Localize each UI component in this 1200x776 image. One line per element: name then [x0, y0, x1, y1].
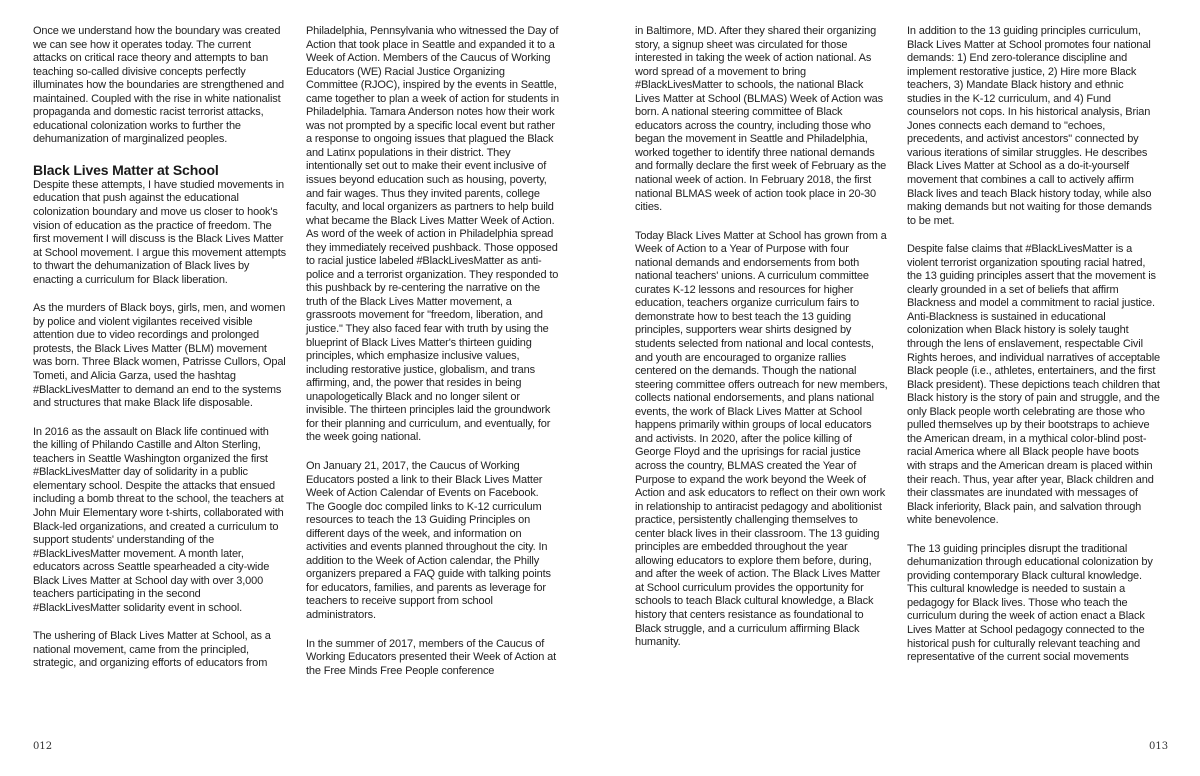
paragraph: Despite false claims that #BlackLivesMatter is a violent terrorist organization spouting racial hatred, the 13 guiding principles assert that the movement is clearly grounded in a set of beliefs that affirm Blackness and model a commitment to racial justice. Anti-Blackness is sustained in educational colonization when Black history is solely taught through the lens of enslavement, respectable Civil Rights heroes, and individual narratives of acceptable Black people (i.e., athletes, entertainers, and the first Black president). These depictions teach children that Black history is the story of pain and struggle, and the only Black people worth celebrating are those who pulled themselves up by their bootstraps to achieve the American dream, in a mythical color-blind post-racial America where all Black people have boots with straps and the American dream is placed within their reach. Thus, year after year, Black children and their classmates are inundated with messages of Black inferiority, Black pain, and salvation through white benevolence. — [907, 243, 1160, 527]
column-4 — [907, 25, 1160, 665]
paragraph: Despite these attempts, I have studied movements in education that push against the educational colonization boundary and move us closer to hook's vision of education as the practice of freedom. The first movement I will discuss is the Black Lives Matter at School movement. I argue this movement attempts to thwart the dehumanization of Black lives by enacting a curriculum for Black liberation. — [33, 178, 286, 286]
section-heading: Black Lives Matter at School — [33, 161, 219, 178]
paragraph: In addition to the 13 guiding principles curriculum, Black Lives Matter at School promotes four national demands: 1) End zero-tolerance discipline and implement restorative justice, 2) Hire more Black teachers, 3) Mandate Black history and ethnic studies in the K-12 curriculum, and 4) Fund counselors not cops. In his historical analysis, Brian Jones connects each demand to "echoes, precedents, and activist ancestors" connected by various iterations of similar struggles. He describes Black Lives Matter at School as a do-it-yourself movement that combines a call to actively affirm Black lives and teach Black history today, while also making demands but not waiting for those demands to be met. — [907, 25, 1152, 227]
paragraph: On January 21, 2017, the Caucus of Working Educators posted a link to their Black Lives Matter Week of Action Calendar of Events on Facebook. The Google doc compiled links to K-12 curriculum resources to teach the 13 Guiding Principles on different days of the week, and information on activities and events planned throughout the city. In addition to the Week of Action calendar, the Philly organizers prepared a FAQ guide with talking points for educators, families, and parents as leverage for teachers to receive support from school administrators. — [306, 459, 551, 621]
column-3 — [635, 25, 888, 650]
column-1 — [33, 25, 286, 671]
paragraph: In 2016 as the assault on Black life continued with the killing of Philando Castille and Alton Sterling, teachers in Seattle Washington organized the first #BlackLivesMatter day of solidarity in a public elementary school. Despite the attacks that ensued including a bomb threat to the school, the teachers at John Muir Elementary wore t-shirts, collaborated with Black-led organizations, and created a curriculum to support students' understanding of the #BlackLivesMatter movement. A month later, educators across Seattle spearheaded a city-wide Black Lives Matter at School day with over 3,000 teachers participating in the second #BlackLivesMatter solidarity event in school. — [33, 425, 284, 614]
paragraph: The ushering of Black Lives Matter at School, as a national movement, came from the principled, strategic, and organizing efforts of educators from — [33, 630, 271, 670]
paragraph: As the murders of Black boys, girls, men, and women by police and violent vigilantes received visible attention due to video recordings and prolonged protests, the Black Lives Matter (BLM) movement was born. Three Black women, Patrisse Cullors, Opal Tometi, and Alicia Garza, used the hashtag #BlackLivesMatter to demand an end to the systems and structures that make Black life disposable. — [33, 302, 286, 410]
paragraph: Philadelphia, Pennsylvania who witnessed the Day of Action that took place in Seattle and expanded it to a Week of Action. Members of the Caucus of Working Educators (WE) Racial Justice Organizing Committee (RJOC), inspired by the events in Seattle, came together to plan a week of action for students in Philadelphia. Tamara Anderson notes how their work was not prompted by a specific local event but rather a response to ongoing issues that plagued the Black and Latinx populations in their district. They intentionally set out to make their event inclusive of issues beyond education such as housing, poverty, and fair wages. Thus they invited parents, college faculty, and local organizers as partners to help build what became the Black Lives Matter Week of Action. As word of the week of action in Philadelphia spread they immediately received pushback. Those opposed to racial justice labeled #BlackLivesMatter as anti-police and a terrorist organization. They responded to this pushback by re-centering the narrative on the truth of the Black Lives Matter movement, a grassroots movement for "freedom, liberation, and justice." They also faced fear with truth by using the blueprint of Black Lives Matter's thirteen guiding principles, which emphasize inclusive values, including restorative justice, globalism, and trans affirming, and, the power that resides in being unapologetically Black and no longer silent or invisible. The thirteen principles laid the groundwork for their planning and curriculum, and eventually, for the week going national. — [306, 25, 559, 444]
paragraph: in Baltimore, MD. After they shared their organizing story, a signup sheet was circulated for those interested in taking the week of action national. As word spread of a movement to bring #BlackLivesMatter to schools, the national Black Lives Matter at School (BLMAS) Week of Action was born. A national steering committee of Black educators across the country, including those who began the movement in Seattle and Philadelphia, worked together to identify three national demands and formally declare the first week of February as the national week of action. In February 2018, the first national BLMAS week of action took place in 20-30 cities. — [635, 25, 887, 214]
column-2 — [306, 25, 559, 678]
right-page — [600, 0, 1200, 776]
page-number-left: 012 — [33, 741, 53, 752]
paragraph: In the summer of 2017, members of the Caucus of Working Educators presented their Week of Action at the Free Minds Free People conference — [306, 637, 556, 677]
paragraph: Today Black Lives Matter at School has grown from a Week of Action to a Year of Purpose with four national demands and endorsements from both national teachers' unions. A curriculum committee curates K-12 lessons and resources for higher education, teachers organize curriculum fairs to demonstrate how to best teach the 13 guiding principles, supporters wear shirts designed by students selected from national and local contests, and youth are encouraged to organize rallies centered on the demands. Though the national steering committee offers outreach for new members, collects national endorsements, and plans national events, the work of Black Lives Matter at School happens primarily within groups of local educators and activists. In 2020, after the police killing of George Floyd and the uprisings for racial justice across the country, BLMAS created the Year of Purpose to expand the work beyond the Week of Action and ask educators to reflect on their own work in relationship to antiracist pedagogy and abolitionist practice, persistently challenging themselves to center black lives in their classroom. The 13 guiding principles are embedded throughout the year allowing educators to explore them before, during, and after the week of action. The Black Lives Matter at School curriculum provides the opportunity for schools to teach Black cultural knowledge, a Black history that centers resistance as foundational to Black struggle, and a curriculum affirming Black humanity. — [635, 229, 888, 649]
paragraph: Once we understand how the boundary was created we can see how it operates today. The current attacks on critical race theory and attempts to ban teaching so-called divisive concepts perfectly illuminates how the boundaries are strengthened and maintained. Coupled with the rise in white nationalist propaganda and domestic racist terrorist attacks, educational colonization works to further the dehumanization of marginalized peoples. — [33, 25, 285, 146]
paragraph: The 13 guiding principles disrupt the traditional dehumanization through educational colonization by providing contemporary Black cultural knowledge. This cultural knowledge is needed to sustain a pedagogy for Black lives. Those who teach the curriculum during the week of action enact a Black Lives Matter at School pedagogy connected to the historical push for culturally relevant teaching and representative of the current social movements — [907, 542, 1153, 664]
page-number-right: 013 — [1149, 741, 1169, 752]
